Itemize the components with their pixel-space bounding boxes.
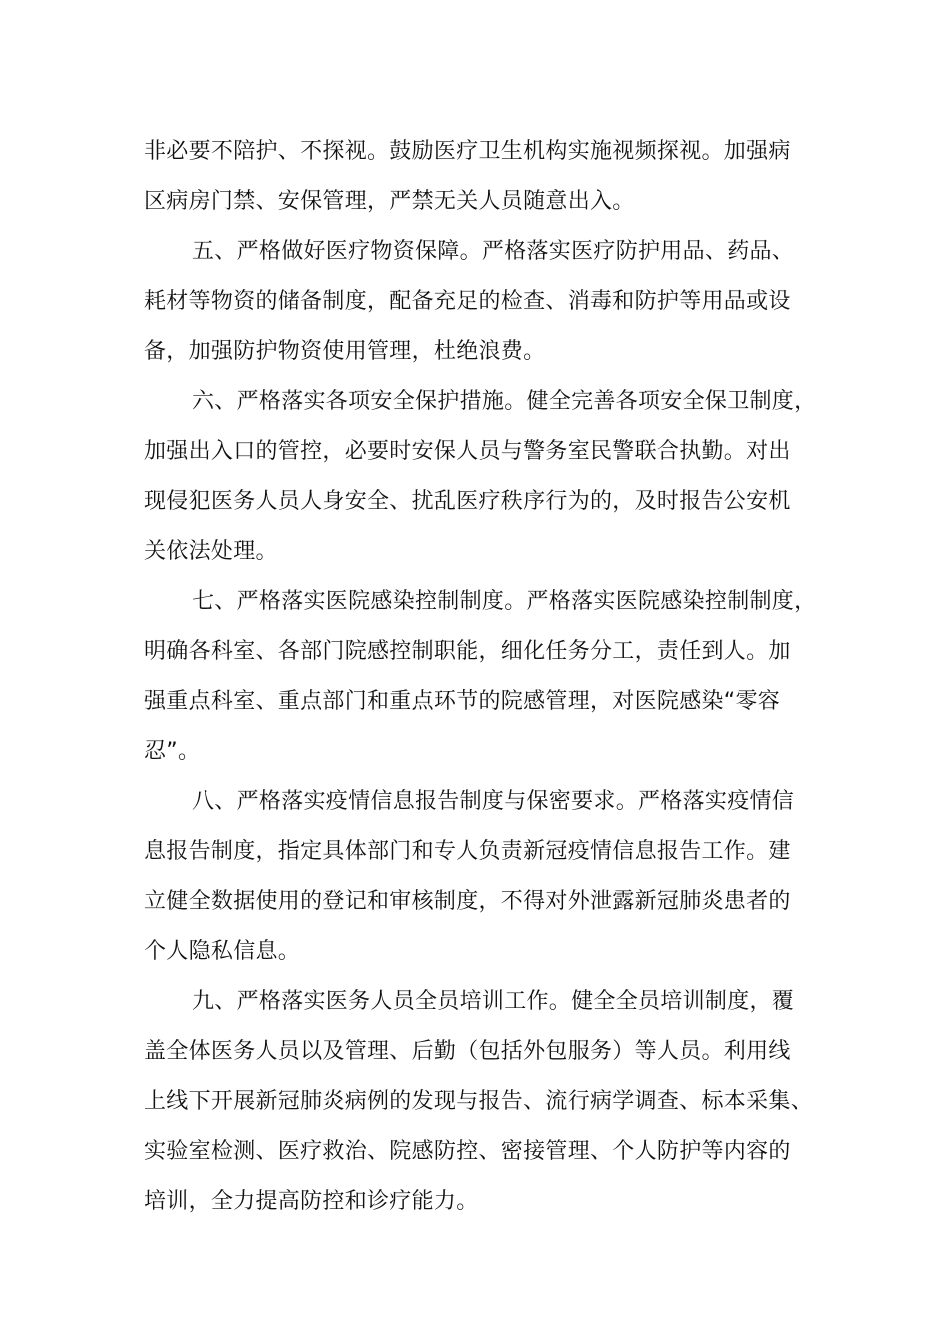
text-line: 个人隐私信息。: [144, 939, 301, 964]
section-heading-5: 五、严格做好医疗物资保障。严格落实医疗防护用品、药品、: [192, 239, 795, 264]
text-line: 耗材等物资的储备制度，配备充足的检查、消毒和防护等用品或设: [144, 289, 791, 314]
text-line: 息报告制度，指定具体部门和专人负责新冠疫情信息报告工作。建: [144, 839, 791, 864]
text-line: 备，加强防护物资使用管理，杜绝浪费。: [144, 339, 546, 364]
text-line: 盖全体医务人员以及管理、后勤（包括外包服务）等人员。利用线: [144, 1039, 791, 1064]
section-heading-8: 八、严格落实疫情信息报告制度与保密要求。严格落实疫情信: [192, 789, 795, 814]
section-heading-9: 九、严格落实医务人员全员培训工作。健全全员培训制度，覆: [192, 989, 795, 1014]
text-line: 强重点科室、重点部门和重点环节的院感管理，对医院感染“零容: [144, 689, 781, 714]
section-heading-6: 六、严格落实各项安全保护措施。健全完善各项安全保卫制度，: [192, 389, 817, 414]
section-heading-7: 七、严格落实医院感染控制制度。严格落实医院感染控制制度，: [192, 589, 817, 614]
text-line: 区病房门禁、安保管理，严禁无关人员随意出入。: [144, 189, 635, 214]
text-line: 培训，全力提高防控和诊疗能力。: [144, 1189, 479, 1214]
text-line: 上线下开展新冠肺炎病例的发现与报告、流行病学调查、标本采集、: [144, 1089, 814, 1114]
text-line: 非必要不陪护、不探视。鼓励医疗卫生机构实施视频探视。加强病: [144, 139, 791, 164]
text-line: 关依法处理。: [144, 539, 278, 564]
text-line: 忍”。: [144, 739, 201, 764]
text-line: 立健全数据使用的登记和审核制度，不得对外泄露新冠肺炎患者的: [144, 889, 791, 914]
text-line: 现侵犯医务人员人身安全、扰乱医疗秩序行为的，及时报告公安机: [144, 489, 791, 514]
text-line: 实验室检测、医疗救治、院感防控、密接管理、个人防护等内容的: [144, 1139, 791, 1164]
text-line: 加强出入口的管控，必要时安保人员与警务室民警联合执勤。对出: [144, 439, 791, 464]
text-line: 明确各科室、各部门院感控制职能，细化任务分工，责任到人。加: [144, 639, 791, 664]
